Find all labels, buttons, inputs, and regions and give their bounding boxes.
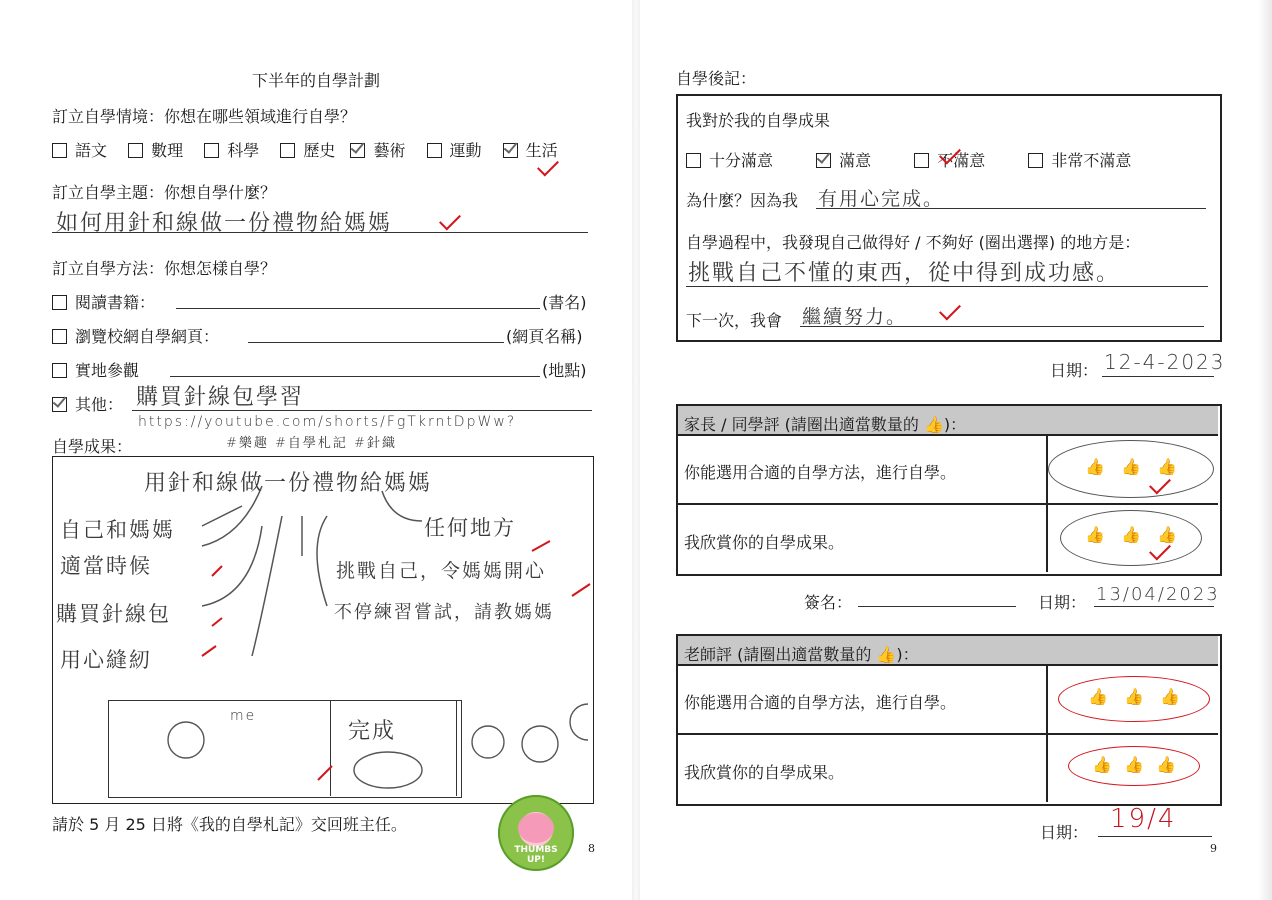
thumb-up-icon: 👍 bbox=[1124, 687, 1144, 706]
mindmap-node-where: 任何地方 bbox=[424, 516, 516, 540]
next-answer: 繼續努力。 bbox=[802, 306, 908, 328]
plan-title: 下半年的自學計劃 bbox=[252, 71, 381, 90]
right-page bbox=[640, 0, 1272, 900]
face-icon bbox=[168, 722, 204, 758]
checkbox-checked-icon bbox=[52, 397, 67, 412]
red-check-mark-icon bbox=[439, 209, 461, 231]
question-domain: 訂立自學情境：你想在哪些領域進行自學？ bbox=[52, 107, 357, 126]
checkbox-icon bbox=[1028, 153, 1043, 168]
why-line bbox=[816, 208, 1206, 209]
col-divider bbox=[1046, 664, 1048, 802]
satisfaction-question: 我對於我的自學成果 bbox=[686, 111, 831, 130]
domain-checkbox-5[interactable]: 藝術 bbox=[350, 141, 405, 160]
topic-answer: 如何用針和線做一份禮物給媽媽 bbox=[56, 211, 393, 236]
row-divider bbox=[676, 733, 1218, 735]
thumb-up-icon: 👍 bbox=[1156, 457, 1177, 476]
parent-row-method: 你能選用合適的自學方法，進行自學。 bbox=[684, 463, 957, 482]
checkbox-icon bbox=[52, 295, 67, 310]
checkbox-icon bbox=[52, 143, 67, 158]
parent-date-line bbox=[1094, 606, 1214, 607]
thumb-up-icon: 👍 bbox=[1092, 755, 1113, 774]
parent-date-label: 日期： bbox=[1038, 593, 1087, 612]
domain-checkbox-7[interactable]: 生活 bbox=[503, 141, 558, 160]
red-check-mark-icon bbox=[212, 566, 222, 576]
mindmap-node-when: 適當時候 bbox=[60, 554, 152, 578]
checkbox-icon bbox=[427, 143, 442, 158]
red-check-mark-icon bbox=[532, 541, 550, 551]
method-website[interactable]: 瀏覽校網自學網頁： bbox=[52, 324, 219, 347]
checkbox-icon bbox=[128, 143, 143, 158]
arrow-line bbox=[202, 506, 242, 526]
method-visit[interactable]: 實地參觀 bbox=[52, 358, 139, 381]
face-icon bbox=[472, 726, 504, 758]
red-check-mark-icon bbox=[212, 618, 222, 626]
option-very-unsatisfied[interactable]: 非常不滿意 bbox=[1028, 151, 1131, 170]
parent-thumbs-rating-2[interactable] bbox=[1060, 510, 1202, 566]
arrow-line bbox=[252, 516, 282, 656]
next-label: 下一次，我會 bbox=[686, 311, 783, 330]
checkbox-checked-icon bbox=[816, 153, 831, 168]
domain-checkbox-1[interactable]: 語文 bbox=[52, 141, 107, 160]
other-answer: 購買針線包學習 bbox=[136, 385, 305, 410]
thumbs-up-sticker: THUMBS UP! bbox=[498, 795, 574, 871]
thumb-up-icon: 👍 bbox=[1156, 525, 1177, 544]
red-check-mark-icon bbox=[202, 646, 216, 656]
checkbox-icon bbox=[280, 143, 295, 158]
teacher-date-label: 日期： bbox=[1040, 823, 1089, 842]
thumb-up-icon: 👍 bbox=[1085, 457, 1106, 476]
option-satisfied[interactable]: 滿意 bbox=[816, 151, 871, 170]
teacher-row-method: 你能選用合適的自學方法，進行自學。 bbox=[684, 693, 957, 712]
face-icon bbox=[522, 726, 558, 762]
checkbox-icon bbox=[914, 153, 929, 168]
parent-thumbs-rating-1[interactable] bbox=[1048, 440, 1214, 498]
option-very-satisfied[interactable]: 十分滿意 bbox=[686, 151, 773, 170]
website-suffix: (網頁名稱) bbox=[506, 327, 583, 346]
thumb-up-icon: 👍 bbox=[1159, 687, 1180, 706]
gift-icon bbox=[354, 752, 422, 788]
checkbox-icon bbox=[52, 329, 67, 344]
date-line bbox=[1102, 376, 1214, 377]
row-divider bbox=[676, 434, 1218, 436]
next-line bbox=[800, 326, 1204, 327]
teacher-thumbs-rating-1[interactable] bbox=[1058, 676, 1210, 722]
mindmap-node-buy: 購買針線包 bbox=[56, 602, 171, 626]
arrow-line bbox=[317, 516, 327, 606]
visit-line bbox=[170, 376, 540, 377]
thumb-up-icon: 👍 bbox=[1085, 525, 1106, 544]
parent-date-value: 13/04/2023 bbox=[1096, 584, 1220, 605]
pig-icon bbox=[518, 813, 554, 843]
teacher-date-value: 19/4 bbox=[1110, 804, 1177, 834]
process-line bbox=[686, 286, 1208, 287]
reading-line bbox=[176, 308, 540, 309]
answer-line bbox=[52, 232, 588, 233]
checkbox-icon bbox=[204, 143, 219, 158]
teacher-row-result: 我欣賞你的自學成果。 bbox=[684, 763, 845, 782]
teacher-date-line bbox=[1098, 836, 1212, 837]
comic-figures bbox=[108, 700, 588, 800]
col-divider bbox=[1046, 434, 1048, 572]
teacher-eval-header: 老師評 (請圈出適當數量的 👍)： bbox=[684, 645, 919, 664]
row-divider bbox=[676, 664, 1218, 666]
mindmap-node-sew: 用心縫紉 bbox=[60, 648, 152, 672]
thumb-up-icon: 👍 bbox=[1121, 525, 1141, 544]
mindmap-node-who: 自己和媽媽 bbox=[60, 518, 175, 542]
mindmap-node-how: 不停練習嘗試，請教媽媽 bbox=[334, 602, 554, 623]
checkbox-checked-icon bbox=[350, 143, 365, 158]
thumb-up-icon: 👍 bbox=[1088, 687, 1109, 706]
results-label: 自學成果： bbox=[52, 437, 133, 456]
checkbox-icon bbox=[686, 153, 701, 168]
option-unsatisfied[interactable]: 不滿意 bbox=[914, 151, 985, 170]
method-other[interactable]: 其他： bbox=[52, 392, 123, 415]
visit-suffix: (地點) bbox=[542, 361, 587, 380]
thumb-up-icon: 👍 bbox=[1155, 755, 1176, 774]
process-label: 自學過程中，我發現自己做得好 / 不夠好 (圈出選擇) 的地方是： bbox=[686, 233, 1141, 252]
domain-checkbox-3[interactable]: 科學 bbox=[204, 141, 259, 160]
comic-me-label: me bbox=[230, 708, 257, 724]
hashtags: #樂趣 #自學札記 #針織 bbox=[226, 436, 397, 451]
why-label: 為什麼？因為我 bbox=[686, 191, 799, 210]
thumb-up-icon: 👍 bbox=[1121, 457, 1141, 476]
flower-icon bbox=[570, 704, 588, 740]
method-reading[interactable]: 閱讀書籍： bbox=[52, 290, 155, 313]
parent-eval-header: 家長 / 同學評 (請圈出適當數量的 👍)： bbox=[684, 415, 967, 434]
domain-checkbox-6[interactable]: 運動 bbox=[427, 141, 482, 160]
domain-checkbox-4[interactable]: 歷史 bbox=[280, 141, 335, 160]
reflection-date-value: 12-4-2023 bbox=[1104, 350, 1226, 374]
arrow-line bbox=[202, 526, 262, 606]
reflection-date-label: 日期： bbox=[1050, 361, 1099, 380]
question-method: 訂立自學方法：你想怎樣自學？ bbox=[52, 259, 277, 278]
thumb-up-icon: 👍 bbox=[1124, 755, 1144, 774]
arrow-line bbox=[382, 491, 422, 521]
website-line bbox=[248, 342, 504, 343]
signature-label: 簽名： bbox=[804, 593, 853, 612]
page-edge bbox=[1258, 0, 1272, 900]
row-divider bbox=[676, 503, 1218, 505]
satisfaction-options bbox=[686, 148, 1131, 171]
signature-line bbox=[858, 606, 1016, 607]
comic-done-label: 完成 bbox=[348, 719, 397, 744]
other-line bbox=[132, 410, 592, 411]
red-check-mark-icon bbox=[318, 766, 332, 780]
checkbox-icon bbox=[52, 363, 67, 378]
page-number: 8 bbox=[588, 842, 595, 855]
youtube-url: https://youtube.com/shorts/FgTkrntDpWw? bbox=[138, 414, 517, 430]
domain-checkbox-row bbox=[52, 138, 558, 161]
submission-note: 請於 5 月 25 日將《我的自學札記》交回班主任。 bbox=[52, 815, 407, 834]
why-answer: 有用心完成。 bbox=[818, 188, 945, 210]
checkbox-checked-icon bbox=[503, 143, 518, 158]
parent-row-result: 我欣賞你的自學成果。 bbox=[684, 533, 845, 552]
mindmap-center: 用針和線做一份禮物給媽媽 bbox=[144, 471, 433, 496]
mindmap-node-why: 挑戰自己，令媽媽開心 bbox=[336, 560, 547, 582]
left-page bbox=[0, 0, 632, 900]
question-topic: 訂立自學主題：你想自學什麼？ bbox=[52, 183, 277, 202]
page-number: 9 bbox=[1210, 842, 1217, 855]
teacher-thumbs-rating-2[interactable] bbox=[1068, 746, 1200, 786]
arrow-line bbox=[202, 486, 262, 546]
reading-suffix: (書名) bbox=[542, 293, 587, 312]
reflection-title: 自學後記： bbox=[676, 69, 757, 88]
domain-checkbox-2[interactable]: 數理 bbox=[128, 141, 183, 160]
process-answer: 挑戰自己不懂的東西，從中得到成功感。 bbox=[688, 261, 1121, 286]
red-check-mark-icon bbox=[572, 584, 590, 596]
book-fold bbox=[632, 0, 640, 900]
